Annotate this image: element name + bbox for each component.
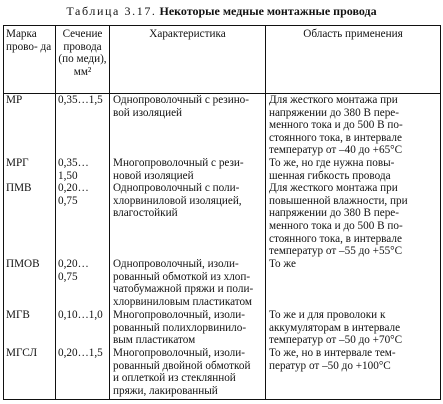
cell-characteristic: Однопроволочный с резино- вой изоляцией [110, 94, 266, 157]
cell-section: 0,20…1,5 [56, 347, 110, 399]
header-row [4, 26, 441, 94]
table-body [4, 94, 441, 400]
cell-application: То же [266, 258, 441, 309]
header-application: Область применения [266, 26, 441, 94]
table-row [4, 309, 441, 347]
cell-mark: ПМВ [4, 182, 56, 258]
cell-mark: МРГ [4, 157, 56, 182]
table-header [4, 26, 441, 94]
cell-application: Для жесткого монтажа при повышенной влажности, при напряжении до 380 В пере- менного тока и до 500 В по- стоянного тока, в интервале температур от –55 до +55°С [266, 182, 441, 258]
table-row [4, 157, 441, 182]
cell-application: То же и для проволоки к аккумуляторам в интервале температур от –50 до +70°С [266, 309, 441, 347]
cell-characteristic: Многопроволочный, изоли- рованный полихлорвинило- вым пластикатом [110, 309, 266, 347]
cell-section: 0,10…1,0 [56, 309, 110, 347]
cell-mark: ПМОВ [4, 258, 56, 309]
cell-characteristic: Многопроволочный, изоли- рованный двойной обмоткой и оплеткой из стеклянной пряжи, лакированный [110, 347, 266, 399]
cell-mark: МР [4, 94, 56, 157]
table-row [4, 347, 441, 399]
cell-characteristic: Многопроволочный с рези- новой изоляцией [110, 157, 266, 182]
table-row [4, 258, 441, 309]
cell-section: 0,20…0,75 [56, 182, 110, 258]
cell-application: То же, но в интервале тем- ператур от –50 до +100°С [266, 347, 441, 399]
cell-characteristic: Однопроволочный, изоли- рованный обмоткой из хлоп- чатобумажной пряжи и поли- хлорвиниловым пластикатом [110, 258, 266, 309]
table-row [4, 182, 441, 258]
cell-section: 0,35…1,50 [56, 157, 110, 182]
cell-application: То же, но где нужна повы- шенная гибкость провода [266, 157, 441, 182]
table-number: Таблица 3.17. [66, 4, 157, 18]
table-row [4, 94, 441, 157]
cell-mark: МГСЛ [4, 347, 56, 399]
cell-section: 0,35…1,5 [56, 94, 110, 157]
cell-mark: МГВ [4, 309, 56, 347]
header-mark: Марка прово- да [4, 26, 56, 94]
cell-application: Для жесткого монтажа при напряжении до 380 В пере- менного тока и до 500 В по- стоянного тока, в интервале температур от –40 до +65°С [266, 94, 441, 157]
header-characteristic: Характеристика [110, 26, 266, 94]
table-caption [0, 4, 443, 18]
header-section: Сечение провода (по меди), мм² [56, 26, 110, 94]
table-title: Некоторые медные монтажные провода [159, 4, 377, 18]
cell-section: 0,20…0,75 [56, 258, 110, 309]
wires-table [3, 25, 441, 400]
cell-characteristic: Однопроволочный с поли- хлорвиниловой изоляцией, влагостойкий [110, 182, 266, 258]
